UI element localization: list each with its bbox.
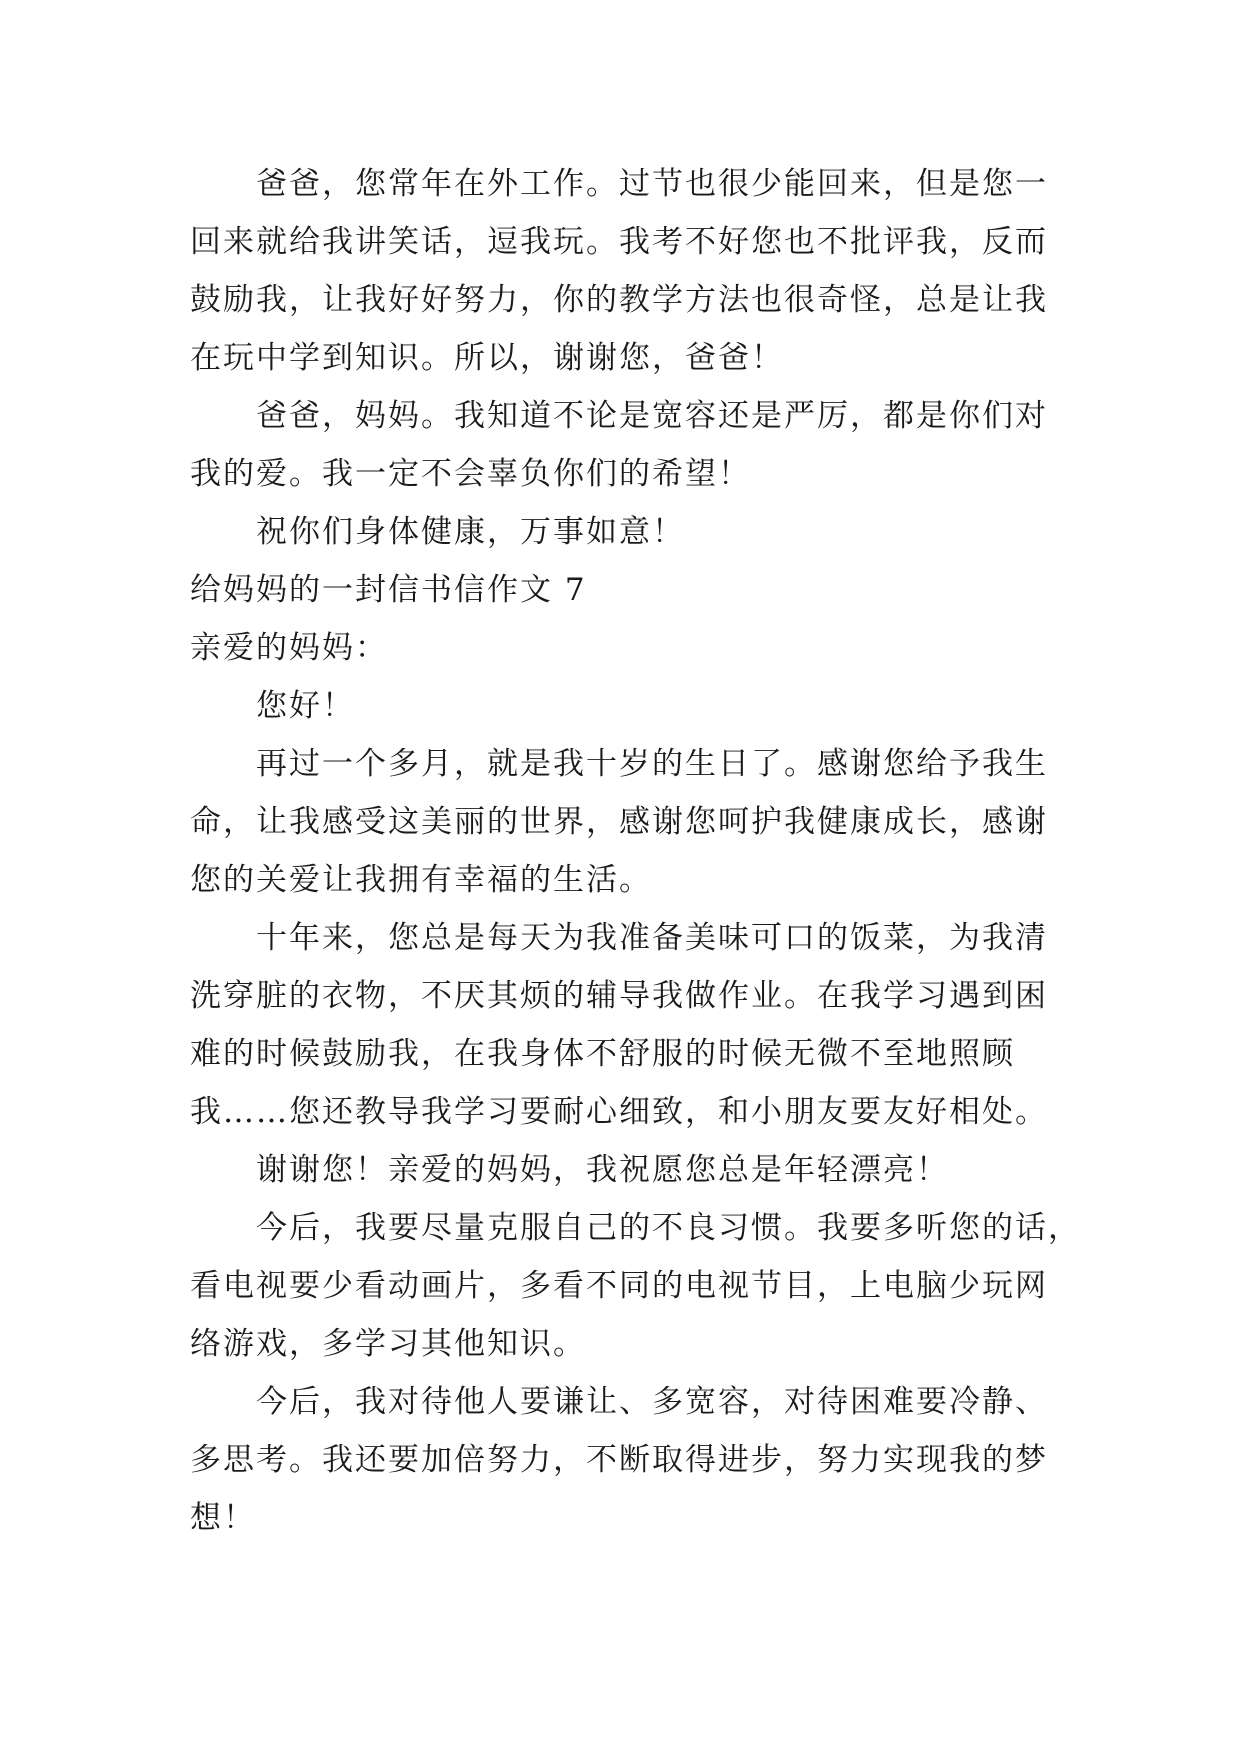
paragraph-line: 我的爱。我一定不会辜负你们的希望！: [190, 456, 751, 492]
paragraph-line: 络游戏，多学习其他知识。: [190, 1326, 586, 1362]
paragraph-line: 难的时候鼓励我，在我身体不舒服的时候无微不至地照顾: [190, 1036, 1015, 1072]
paragraph-line: 我……您还教导我学习要耐心细致，和小朋友要友好相处。: [190, 1094, 1048, 1130]
paragraph-line: 在玩中学到知识。所以，谢谢您，爸爸！: [190, 340, 784, 376]
greeting: 您好！: [256, 688, 355, 724]
paragraph-line: 再过一个多月，就是我十岁的生日了。感谢您给予我生: [256, 746, 1048, 782]
paragraph-line: 命，让我感受这美丽的世界，感谢您呵护我健康成长，感谢: [190, 804, 1048, 840]
paragraph-line: 回来就给我讲笑话，逗我玩。我考不好您也不批评我，反而: [190, 224, 1048, 260]
paragraph-line: 看电视要少看动画片，多看不同的电视节目，上电脑少玩网: [190, 1268, 1048, 1304]
paragraph-line: 多思考。我还要加倍努力，不断取得进步，努力实现我的梦: [190, 1442, 1048, 1478]
paragraph-line: 今后，我要尽量克服自己的不良习惯。我要多听您的话，: [256, 1210, 1081, 1246]
paragraph-line: 十年来，您总是每天为我准备美味可口的饭菜，为我清: [256, 920, 1048, 956]
section-heading: 给妈妈的一封信书信作文 7: [190, 572, 587, 608]
paragraph-line: 祝你们身体健康，万事如意！: [256, 514, 685, 550]
paragraph-line: 今后，我对待他人要谦让、多宽容，对待困难要冷静、: [256, 1384, 1048, 1420]
paragraph-line: 爸爸，您常年在外工作。过节也很少能回来，但是您一: [256, 166, 1048, 202]
paragraph-line: 想！: [190, 1500, 256, 1536]
salutation: 亲爱的妈妈：: [190, 630, 388, 666]
paragraph-line: 鼓励我，让我好好努力，你的教学方法也很奇怪，总是让我: [190, 282, 1048, 318]
paragraph-line: 谢谢您！亲爱的妈妈，我祝愿您总是年轻漂亮！: [256, 1152, 949, 1188]
paragraph-line: 爸爸，妈妈。我知道不论是宽容还是严厉，都是你们对: [256, 398, 1048, 434]
paragraph-line: 您的关爱让我拥有幸福的生活。: [190, 862, 652, 898]
paragraph-line: 洗穿脏的衣物，不厌其烦的辅导我做作业。在我学习遇到困: [190, 978, 1048, 1014]
